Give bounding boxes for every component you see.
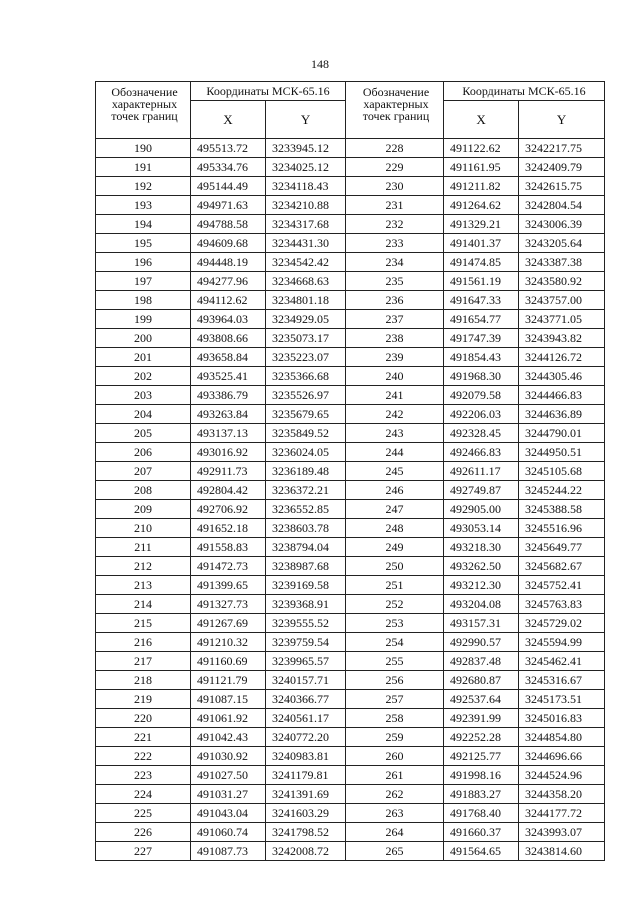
point-id-cell: 215 xyxy=(96,614,191,633)
x-value-cell: 493137.13 xyxy=(191,424,266,443)
table-row xyxy=(96,443,605,462)
y-value-cell: 3243943.82 xyxy=(519,329,605,348)
y-value-cell: 3245594.99 xyxy=(519,633,605,652)
x-value-cell: 492680.87 xyxy=(444,671,519,690)
point-id-cell: 196 xyxy=(96,253,191,272)
point-id-cell: 195 xyxy=(96,234,191,253)
point-id-cell: 251 xyxy=(346,576,444,595)
point-id-cell: 206 xyxy=(96,443,191,462)
y-value-cell: 3234025.12 xyxy=(266,158,346,177)
x-value-cell: 492252.28 xyxy=(444,728,519,747)
y-value-cell: 3243771.05 xyxy=(519,310,605,329)
table-row xyxy=(96,557,605,576)
table-row xyxy=(96,633,605,652)
y-value-cell: 3234668.63 xyxy=(266,272,346,291)
point-id-cell: 257 xyxy=(346,690,444,709)
point-id-cell: 252 xyxy=(346,595,444,614)
table-row xyxy=(96,196,605,215)
x-value-cell: 491060.74 xyxy=(191,823,266,842)
table-row xyxy=(96,386,605,405)
x-value-cell: 493016.92 xyxy=(191,443,266,462)
point-id-cell: 216 xyxy=(96,633,191,652)
point-id-cell: 238 xyxy=(346,329,444,348)
point-id-cell: 219 xyxy=(96,690,191,709)
table-row xyxy=(96,272,605,291)
x-value-cell: 493386.79 xyxy=(191,386,266,405)
point-id-cell: 246 xyxy=(346,481,444,500)
x-value-cell: 491768.40 xyxy=(444,804,519,823)
point-id-cell: 223 xyxy=(96,766,191,785)
y-value-cell: 3235073.17 xyxy=(266,329,346,348)
x-value-cell: 492125.77 xyxy=(444,747,519,766)
point-id-cell: 209 xyxy=(96,500,191,519)
y-value-cell: 3234317.68 xyxy=(266,215,346,234)
y-value-cell: 3245752.41 xyxy=(519,576,605,595)
y-value-cell: 3235849.52 xyxy=(266,424,346,443)
x-value-cell: 493658.84 xyxy=(191,348,266,367)
table-row xyxy=(96,728,605,747)
point-id-cell: 256 xyxy=(346,671,444,690)
x-value-cell: 491121.79 xyxy=(191,671,266,690)
point-id-cell: 217 xyxy=(96,652,191,671)
point-id-cell: 245 xyxy=(346,462,444,481)
x-value-cell: 491043.04 xyxy=(191,804,266,823)
point-id-cell: 202 xyxy=(96,367,191,386)
point-id-cell: 225 xyxy=(96,804,191,823)
table-row xyxy=(96,614,605,633)
x-value-cell: 491854.43 xyxy=(444,348,519,367)
x-column-header: X xyxy=(191,101,266,139)
y-value-cell: 3234118.43 xyxy=(266,177,346,196)
y-value-cell: 3240772.20 xyxy=(266,728,346,747)
point-id-cell: 207 xyxy=(96,462,191,481)
table-row xyxy=(96,234,605,253)
table-row xyxy=(96,652,605,671)
point-id-cell: 235 xyxy=(346,272,444,291)
x-value-cell: 491647.33 xyxy=(444,291,519,310)
x-value-cell: 491329.21 xyxy=(444,215,519,234)
x-value-cell: 493053.14 xyxy=(444,519,519,538)
table-row xyxy=(96,538,605,557)
y-column-header-right: Y xyxy=(519,101,605,139)
x-value-cell: 492990.57 xyxy=(444,633,519,652)
point-id-cell: 224 xyxy=(96,785,191,804)
point-id-cell: 213 xyxy=(96,576,191,595)
table-row xyxy=(96,785,605,804)
point-id-cell: 229 xyxy=(346,158,444,177)
y-value-cell: 3244524.96 xyxy=(519,766,605,785)
y-value-cell: 3245016.83 xyxy=(519,709,605,728)
coordinate-system-header-right: Координаты МСК-65.16 xyxy=(444,82,605,101)
x-value-cell: 494112.62 xyxy=(191,291,266,310)
y-value-cell: 3244466.83 xyxy=(519,386,605,405)
y-value-cell: 3244790.01 xyxy=(519,424,605,443)
y-value-cell: 3236189.48 xyxy=(266,462,346,481)
y-value-cell: 3234210.88 xyxy=(266,196,346,215)
point-id-cell: 210 xyxy=(96,519,191,538)
point-id-cell: 200 xyxy=(96,329,191,348)
point-id-cell: 233 xyxy=(346,234,444,253)
table-row xyxy=(96,690,605,709)
table-row xyxy=(96,462,605,481)
y-value-cell: 3235679.65 xyxy=(266,405,346,424)
x-value-cell: 491652.18 xyxy=(191,519,266,538)
x-value-cell: 493212.30 xyxy=(444,576,519,595)
x-value-cell: 491031.27 xyxy=(191,785,266,804)
x-value-cell: 493964.03 xyxy=(191,310,266,329)
point-id-cell: 261 xyxy=(346,766,444,785)
point-id-cell: 226 xyxy=(96,823,191,842)
x-value-cell: 492749.87 xyxy=(444,481,519,500)
point-id-cell: 222 xyxy=(96,747,191,766)
point-id-cell: 192 xyxy=(96,177,191,196)
y-value-cell: 3241603.29 xyxy=(266,804,346,823)
table-header xyxy=(96,82,605,139)
x-value-cell: 492391.99 xyxy=(444,709,519,728)
x-value-cell: 491654.77 xyxy=(444,310,519,329)
x-value-cell: 494609.68 xyxy=(191,234,266,253)
y-value-cell: 3235223.07 xyxy=(266,348,346,367)
point-id-cell: 253 xyxy=(346,614,444,633)
y-value-cell: 3239965.57 xyxy=(266,652,346,671)
y-value-cell: 3241391.69 xyxy=(266,785,346,804)
point-id-cell: 203 xyxy=(96,386,191,405)
y-value-cell: 3244358.20 xyxy=(519,785,605,804)
x-value-cell: 491472.73 xyxy=(191,557,266,576)
y-value-cell: 3245105.68 xyxy=(519,462,605,481)
point-id-cell: 190 xyxy=(96,139,191,158)
y-value-cell: 3243205.64 xyxy=(519,234,605,253)
x-value-cell: 493263.84 xyxy=(191,405,266,424)
point-id-cell: 193 xyxy=(96,196,191,215)
y-value-cell: 3240366.77 xyxy=(266,690,346,709)
x-value-cell: 493525.41 xyxy=(191,367,266,386)
y-value-cell: 3242615.75 xyxy=(519,177,605,196)
point-id-cell: 205 xyxy=(96,424,191,443)
y-column-header: Y xyxy=(266,101,346,139)
y-value-cell: 3243387.38 xyxy=(519,253,605,272)
x-value-cell: 491327.73 xyxy=(191,595,266,614)
x-value-cell: 491042.43 xyxy=(191,728,266,747)
point-id-cell: 258 xyxy=(346,709,444,728)
page-number: 148 xyxy=(311,57,329,71)
x-value-cell: 493218.30 xyxy=(444,538,519,557)
y-value-cell: 3245682.67 xyxy=(519,557,605,576)
table-row xyxy=(96,348,605,367)
y-value-cell: 3245649.77 xyxy=(519,538,605,557)
point-id-cell: 208 xyxy=(96,481,191,500)
y-value-cell: 3245729.02 xyxy=(519,614,605,633)
y-value-cell: 3238794.04 xyxy=(266,538,346,557)
point-id-cell: 240 xyxy=(346,367,444,386)
point-id-cell: 244 xyxy=(346,443,444,462)
point-id-cell: 259 xyxy=(346,728,444,747)
y-value-cell: 3241179.81 xyxy=(266,766,346,785)
coordinates-table xyxy=(95,81,605,861)
x-value-cell: 491747.39 xyxy=(444,329,519,348)
x-value-cell: 491883.27 xyxy=(444,785,519,804)
point-id-cell: 218 xyxy=(96,671,191,690)
point-column-header-right: Обозначение характерных точек границ xyxy=(346,82,444,139)
x-value-cell: 492206.03 xyxy=(444,405,519,424)
y-value-cell: 3234431.30 xyxy=(266,234,346,253)
table-row xyxy=(96,576,605,595)
table-row xyxy=(96,291,605,310)
x-value-cell: 492706.92 xyxy=(191,500,266,519)
table-row xyxy=(96,519,605,538)
y-value-cell: 3243580.92 xyxy=(519,272,605,291)
y-value-cell: 3234801.18 xyxy=(266,291,346,310)
y-value-cell: 3245516.96 xyxy=(519,519,605,538)
point-id-cell: 247 xyxy=(346,500,444,519)
x-value-cell: 491160.69 xyxy=(191,652,266,671)
point-id-cell: 214 xyxy=(96,595,191,614)
x-value-cell: 493808.66 xyxy=(191,329,266,348)
y-value-cell: 3240157.71 xyxy=(266,671,346,690)
x-value-cell: 491267.69 xyxy=(191,614,266,633)
y-value-cell: 3244636.89 xyxy=(519,405,605,424)
y-value-cell: 3244950.51 xyxy=(519,443,605,462)
y-value-cell: 3239759.54 xyxy=(266,633,346,652)
point-id-cell: 231 xyxy=(346,196,444,215)
x-value-cell: 491998.16 xyxy=(444,766,519,785)
point-id-cell: 236 xyxy=(346,291,444,310)
table-row xyxy=(96,804,605,823)
table-row xyxy=(96,253,605,272)
x-value-cell: 491264.62 xyxy=(444,196,519,215)
point-id-cell: 228 xyxy=(346,139,444,158)
y-value-cell: 3243993.07 xyxy=(519,823,605,842)
y-value-cell: 3242804.54 xyxy=(519,196,605,215)
x-value-cell: 491122.62 xyxy=(444,139,519,158)
point-id-cell: 230 xyxy=(346,177,444,196)
point-id-cell: 254 xyxy=(346,633,444,652)
point-id-cell: 194 xyxy=(96,215,191,234)
point-id-cell: 241 xyxy=(346,386,444,405)
x-value-cell: 494448.19 xyxy=(191,253,266,272)
point-id-cell: 255 xyxy=(346,652,444,671)
x-value-cell: 491211.82 xyxy=(444,177,519,196)
x-value-cell: 495513.72 xyxy=(191,139,266,158)
table-row xyxy=(96,823,605,842)
point-id-cell: 227 xyxy=(96,842,191,861)
table-row xyxy=(96,367,605,386)
y-value-cell: 3245244.22 xyxy=(519,481,605,500)
x-value-cell: 495334.76 xyxy=(191,158,266,177)
y-value-cell: 3233945.12 xyxy=(266,139,346,158)
x-value-cell: 492837.48 xyxy=(444,652,519,671)
y-value-cell: 3243757.00 xyxy=(519,291,605,310)
y-value-cell: 3243814.60 xyxy=(519,842,605,861)
x-value-cell: 491564.65 xyxy=(444,842,519,861)
point-id-cell: 191 xyxy=(96,158,191,177)
x-value-cell: 491561.19 xyxy=(444,272,519,291)
y-value-cell: 3245173.51 xyxy=(519,690,605,709)
y-value-cell: 3238987.68 xyxy=(266,557,346,576)
table-row xyxy=(96,329,605,348)
table-row xyxy=(96,671,605,690)
point-id-cell: 242 xyxy=(346,405,444,424)
x-value-cell: 492611.17 xyxy=(444,462,519,481)
y-value-cell: 3239169.58 xyxy=(266,576,346,595)
x-value-cell: 494277.96 xyxy=(191,272,266,291)
y-value-cell: 3239555.52 xyxy=(266,614,346,633)
point-id-cell: 198 xyxy=(96,291,191,310)
y-value-cell: 3242008.72 xyxy=(266,842,346,861)
coordinate-system-header: Координаты МСК-65.16 xyxy=(191,82,346,101)
x-value-cell: 491401.37 xyxy=(444,234,519,253)
point-id-cell: 199 xyxy=(96,310,191,329)
table-row xyxy=(96,177,605,196)
x-value-cell: 494788.58 xyxy=(191,215,266,234)
table-row xyxy=(96,595,605,614)
y-value-cell: 3244126.72 xyxy=(519,348,605,367)
y-value-cell: 3238603.78 xyxy=(266,519,346,538)
point-id-cell: 221 xyxy=(96,728,191,747)
y-value-cell: 3236024.05 xyxy=(266,443,346,462)
point-id-cell: 201 xyxy=(96,348,191,367)
y-value-cell: 3241798.52 xyxy=(266,823,346,842)
point-column-header: Обозначение характерных точек границ xyxy=(96,82,191,139)
y-value-cell: 3244854.80 xyxy=(519,728,605,747)
y-value-cell: 3245316.67 xyxy=(519,671,605,690)
y-value-cell: 3243006.39 xyxy=(519,215,605,234)
point-id-cell: 265 xyxy=(346,842,444,861)
x-value-cell: 491061.92 xyxy=(191,709,266,728)
table-row xyxy=(96,405,605,424)
table-row xyxy=(96,158,605,177)
y-value-cell: 3242217.75 xyxy=(519,139,605,158)
x-value-cell: 491087.73 xyxy=(191,842,266,861)
point-id-cell: 212 xyxy=(96,557,191,576)
x-value-cell: 493157.31 xyxy=(444,614,519,633)
x-value-cell: 491210.32 xyxy=(191,633,266,652)
point-id-cell: 243 xyxy=(346,424,444,443)
y-value-cell: 3245763.83 xyxy=(519,595,605,614)
y-value-cell: 3236372.21 xyxy=(266,481,346,500)
x-value-cell: 495144.49 xyxy=(191,177,266,196)
x-value-cell: 492804.42 xyxy=(191,481,266,500)
y-value-cell: 3235366.68 xyxy=(266,367,346,386)
table-row xyxy=(96,709,605,728)
table-body xyxy=(96,139,605,861)
x-column-header-right: X xyxy=(444,101,519,139)
x-value-cell: 491087.15 xyxy=(191,690,266,709)
y-value-cell: 3239368.91 xyxy=(266,595,346,614)
point-id-cell: 264 xyxy=(346,823,444,842)
x-value-cell: 493262.50 xyxy=(444,557,519,576)
y-value-cell: 3244177.72 xyxy=(519,804,605,823)
point-id-cell: 211 xyxy=(96,538,191,557)
y-value-cell: 3234542.42 xyxy=(266,253,346,272)
x-value-cell: 491558.83 xyxy=(191,538,266,557)
x-value-cell: 491030.92 xyxy=(191,747,266,766)
x-value-cell: 491027.50 xyxy=(191,766,266,785)
point-id-cell: 232 xyxy=(346,215,444,234)
x-value-cell: 492079.58 xyxy=(444,386,519,405)
table-row xyxy=(96,766,605,785)
point-id-cell: 249 xyxy=(346,538,444,557)
table-row xyxy=(96,139,605,158)
point-id-cell: 197 xyxy=(96,272,191,291)
x-value-cell: 492537.64 xyxy=(444,690,519,709)
x-value-cell: 491474.85 xyxy=(444,253,519,272)
x-value-cell: 492905.00 xyxy=(444,500,519,519)
x-value-cell: 491968.30 xyxy=(444,367,519,386)
point-id-cell: 260 xyxy=(346,747,444,766)
x-value-cell: 492328.45 xyxy=(444,424,519,443)
point-id-cell: 248 xyxy=(346,519,444,538)
y-value-cell: 3235526.97 xyxy=(266,386,346,405)
y-value-cell: 3244696.66 xyxy=(519,747,605,766)
x-value-cell: 491660.37 xyxy=(444,823,519,842)
x-value-cell: 491161.95 xyxy=(444,158,519,177)
table-row xyxy=(96,747,605,766)
x-value-cell: 492466.83 xyxy=(444,443,519,462)
table-row xyxy=(96,500,605,519)
y-value-cell: 3242409.79 xyxy=(519,158,605,177)
point-id-cell: 262 xyxy=(346,785,444,804)
point-id-cell: 239 xyxy=(346,348,444,367)
point-id-cell: 237 xyxy=(346,310,444,329)
point-id-cell: 263 xyxy=(346,804,444,823)
point-id-cell: 234 xyxy=(346,253,444,272)
table-row xyxy=(96,215,605,234)
table-row xyxy=(96,424,605,443)
point-id-cell: 250 xyxy=(346,557,444,576)
x-value-cell: 492911.73 xyxy=(191,462,266,481)
point-id-cell: 220 xyxy=(96,709,191,728)
y-value-cell: 3236552.85 xyxy=(266,500,346,519)
table-row xyxy=(96,842,605,861)
y-value-cell: 3245462.41 xyxy=(519,652,605,671)
y-value-cell: 3240561.17 xyxy=(266,709,346,728)
y-value-cell: 3234929.05 xyxy=(266,310,346,329)
table-row xyxy=(96,310,605,329)
y-value-cell: 3240983.81 xyxy=(266,747,346,766)
x-value-cell: 491399.65 xyxy=(191,576,266,595)
point-id-cell: 204 xyxy=(96,405,191,424)
x-value-cell: 494971.63 xyxy=(191,196,266,215)
table-row xyxy=(96,481,605,500)
y-value-cell: 3245388.58 xyxy=(519,500,605,519)
x-value-cell: 493204.08 xyxy=(444,595,519,614)
y-value-cell: 3244305.46 xyxy=(519,367,605,386)
